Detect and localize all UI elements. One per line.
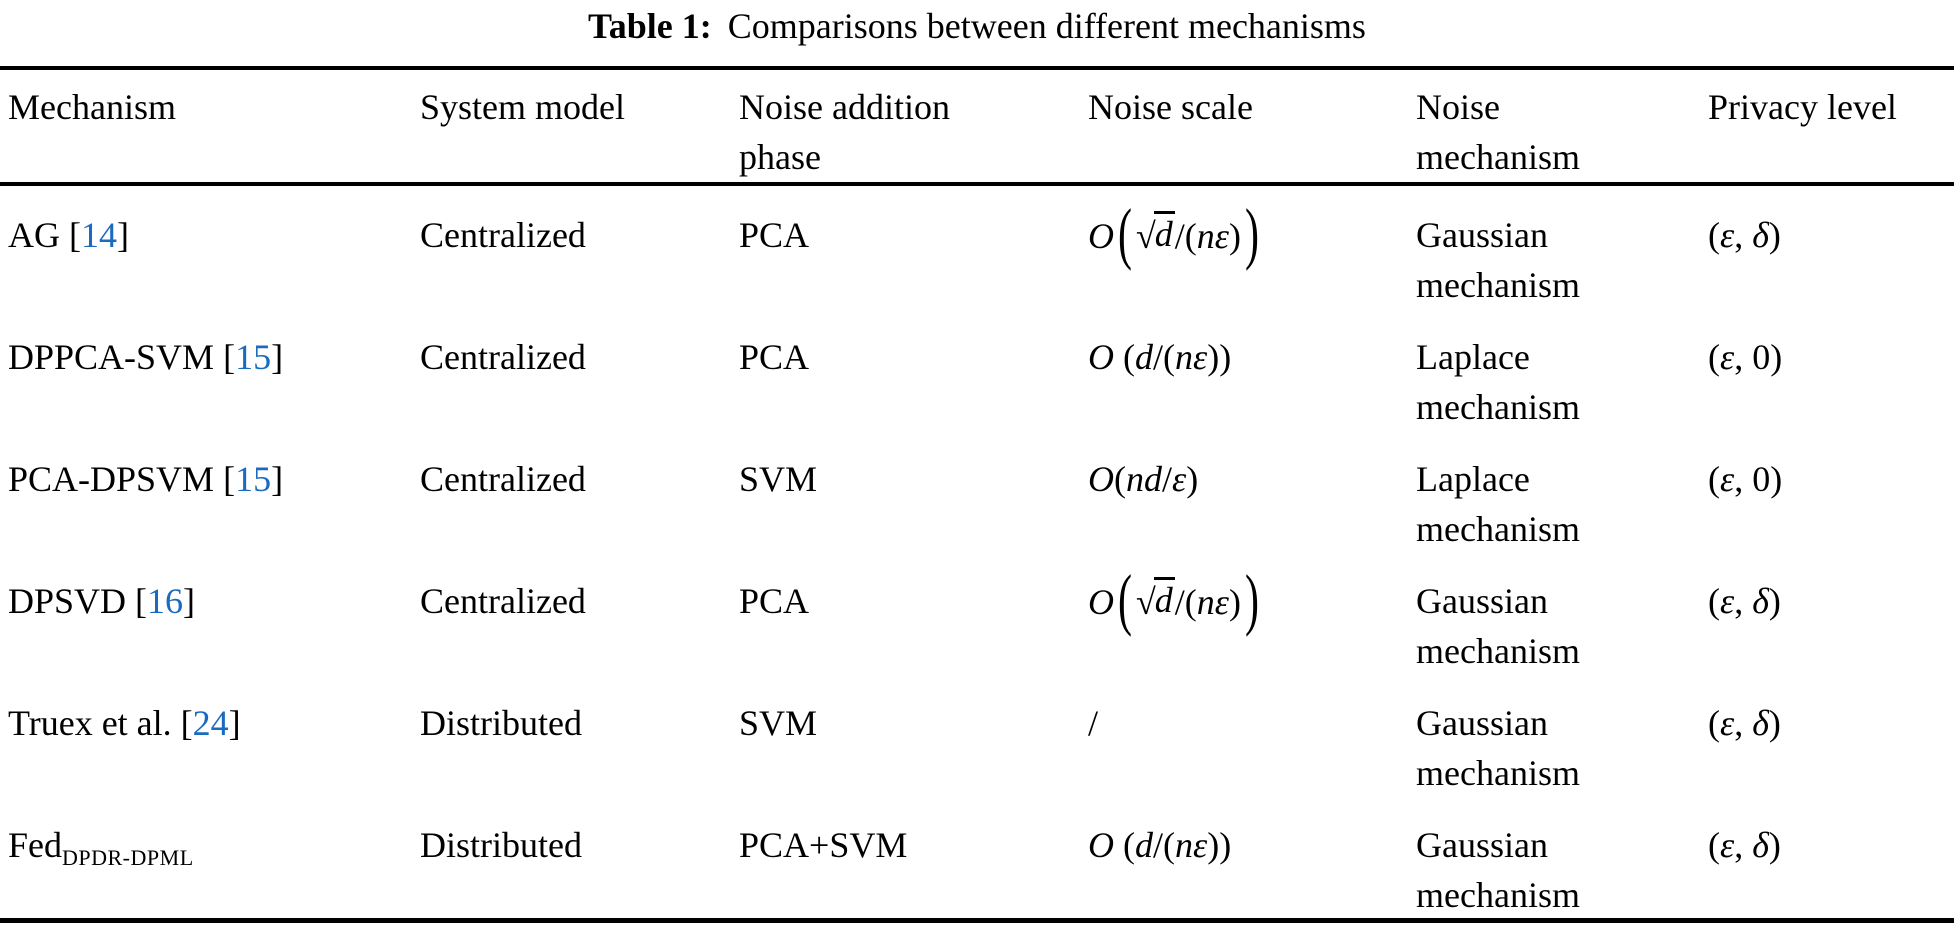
cell-noise-phase: PCA+SVM	[739, 825, 908, 865]
citation-link[interactable]: 16	[147, 581, 184, 621]
cell-noise-mechanism: Gaussian mechanism	[1416, 581, 1580, 671]
cell-noise-phase: PCA	[739, 215, 810, 255]
cell-system-model: Distributed	[420, 703, 582, 743]
citation-bracket: ]	[228, 703, 241, 743]
citation-bracket: ]	[183, 581, 196, 621]
mechanism-name: DPSVD [	[8, 581, 148, 621]
table-header-row	[0, 70, 1954, 182]
cell-noise-phase: SVM	[739, 459, 818, 499]
citation-link[interactable]: 24	[192, 703, 229, 743]
cell-noise-scale: O (d/(nε))	[1088, 337, 1232, 377]
cell-system-model: Centralized	[420, 337, 586, 377]
cell-noise-mechanism: Gaussian mechanism	[1416, 825, 1580, 915]
column-header-noise-addition-phase: Noise addition phase	[739, 87, 950, 177]
table-caption-text: Comparisons between different mechanisms	[727, 6, 1366, 46]
column-header-privacy-level: Privacy level	[1708, 87, 1897, 127]
cell-privacy-level: (ε, δ)	[1708, 215, 1781, 255]
cell-noise-mechanism: Gaussian mechanism	[1416, 215, 1580, 305]
cell-mechanism	[8, 674, 420, 798]
column-header-mechanism: Mechanism	[8, 87, 176, 127]
cell-privacy-level: (ε, 0)	[1708, 459, 1783, 499]
cell-privacy-level: (ε, 0)	[1708, 337, 1783, 377]
cell-system-model: Centralized	[420, 459, 586, 499]
cell-noise-mechanism: Laplace mechanism	[1416, 459, 1580, 549]
column-header-noise-scale: Noise scale	[1088, 87, 1253, 127]
cell-noise-phase: PCA	[739, 581, 810, 621]
cell-privacy-level: (ε, δ)	[1708, 703, 1781, 743]
citation-link[interactable]: 14	[80, 215, 117, 255]
column-header-noise-mechanism: Noise mechanism	[1416, 87, 1580, 177]
cell-mechanism	[8, 430, 420, 554]
cell-system-model: Distributed	[420, 825, 582, 865]
mechanism-name: Truex et al. [	[8, 703, 193, 743]
table-row	[0, 552, 1954, 674]
citation-link[interactable]: 15	[235, 337, 272, 377]
table-row	[0, 674, 1954, 796]
mechanism-name: Fed	[8, 825, 62, 865]
cell-noise-scale: /	[1088, 703, 1099, 743]
mechanism-name: PCA-DPSVM [	[8, 459, 236, 499]
cell-system-model: Centralized	[420, 215, 586, 255]
cell-noise-scale: O(nd/ε)	[1088, 459, 1199, 499]
table-row	[0, 186, 1954, 308]
cell-noise-phase: SVM	[739, 703, 818, 743]
cell-privacy-level: (ε, δ)	[1708, 825, 1781, 865]
citation-bracket: ]	[271, 337, 284, 377]
cell-mechanism	[8, 308, 420, 432]
table-caption-label: Table 1:	[588, 6, 712, 46]
table-row	[0, 430, 1954, 552]
cell-system-model: Centralized	[420, 581, 586, 621]
cell-privacy-level: (ε, δ)	[1708, 581, 1781, 621]
cell-mechanism	[8, 552, 420, 676]
cell-noise-scale: O (d/(nε))	[1088, 825, 1232, 865]
table-row	[0, 308, 1954, 430]
table-caption	[0, 0, 1954, 66]
mechanism-subscript: DPDR-DPML	[62, 845, 194, 870]
column-header-system-model: System model	[420, 87, 625, 127]
mechanism-name: DPPCA-SVM [	[8, 337, 236, 377]
table-body	[0, 186, 1954, 918]
citation-bracket: ]	[116, 215, 129, 255]
cell-noise-scale: O( √d/(nε))	[1088, 196, 1259, 273]
cell-noise-mechanism: Laplace mechanism	[1416, 337, 1580, 427]
cell-noise-scale: O( √d/(nε))	[1088, 562, 1259, 639]
cell-noise-mechanism: Gaussian mechanism	[1416, 703, 1580, 793]
cell-noise-phase: PCA	[739, 337, 810, 377]
cell-mechanism	[8, 186, 420, 310]
mechanism-name: AG [	[8, 215, 81, 255]
table-row	[0, 796, 1954, 918]
cell-mechanism	[8, 796, 420, 920]
citation-bracket: ]	[271, 459, 284, 499]
citation-link[interactable]: 15	[235, 459, 272, 499]
